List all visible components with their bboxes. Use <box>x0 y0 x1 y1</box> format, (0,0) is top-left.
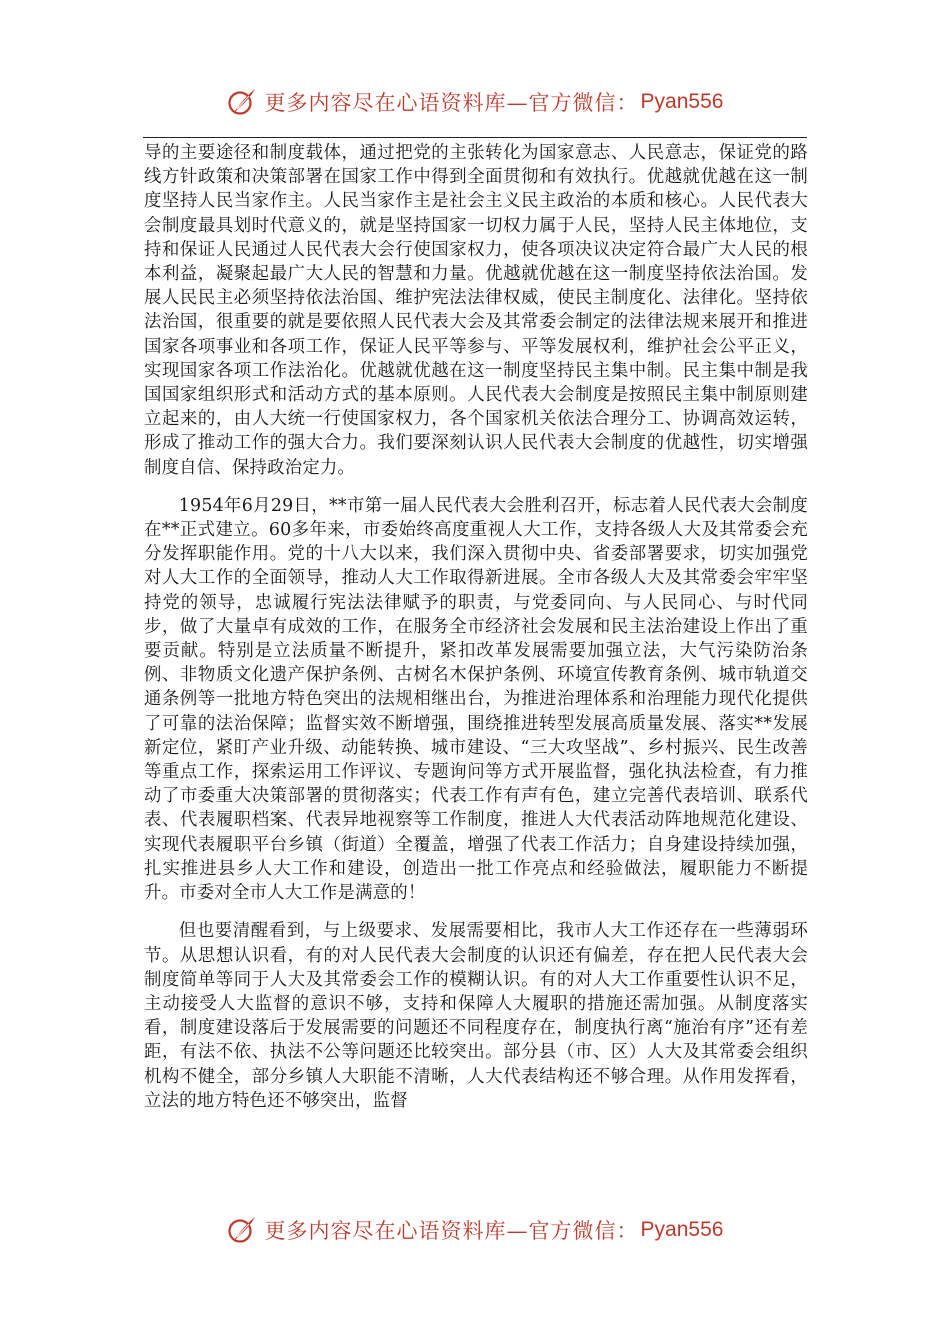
header-wechat-id: Pyan556 <box>640 90 724 113</box>
quill-pen-logo-icon <box>227 1215 257 1245</box>
quill-pen-logo-icon <box>227 87 257 117</box>
document-body <box>144 141 808 1113</box>
paragraph-1: 导的主要途径和制度载体，通过把党的主张转化为国家意志、人民意志，保证党的路线方针政策和决策部署在国家工作中得到全面贯彻和有效执行。优越就优越在这一制度坚持人民当家作主。人民当家作主是社会主义民主政治的本质和核心。人民代表大会制度最具划时代意义的，就是坚持国家一切权力属于人民，坚持人民主体地位，支持和保证人民通过人民代表大会行使国家权力，使各项决议决定符合最广大人民的根本利益，凝聚起最广大人民的智慧和力量。优越就优越在这一制度坚持依法治国。发展人民民主必须坚持依法治国、维护宪法法律权威，使民主制度化、法律化。坚持依法治国，很重要的就是要依照人民代表大会及其常委会制定的法律法规来展开和推进国家各项事业和各项工作，保证人民平等参与、平等发展权利，维护社会公平正义，实现国家各项工作法治化。优越就优越在这一制度坚持民主集中制。民主集中制是我国国家组织形式和活动方式的基本原则。人民代表大会制度是按照民主集中制原则建立起来的，由人大统一行使国家权力，各个国家机关依法合理分工、协调高效运转，形成了推动工作的强大合力。我们要深刻认识人民代表大会制度的优越性，切实增强制度自信、保持政治定力。 <box>144 143 808 478</box>
header-watermark-text: 更多内容尽在心语资料库—官方微信： <box>264 91 639 115</box>
header-divider <box>143 137 807 138</box>
footer-wechat-id: Pyan556 <box>640 1218 724 1241</box>
paragraph-3: 但也要清醒看到，与上级要求、发展需要相比，我市人大工作还存在一些薄弱环节。从思想认识看，有的对人民代表大会制度的认识还有偏差，存在把人民代表大会制度简单等同于人大及其常委会工作的模糊认识。有的对人大工作重要性认识不足，主动接受人大监督的意识不够，支持和保障人大履职的措施还需加强。从制度落实看，制度建设落后于发展需要的问题还不同程度存在，制度执行离“施治有序”还有差距，有法不依、执法不公等问题还比较突出。部分县（市、区）人大及其常委会组织机构不健全，部分乡镇人大职能不清晰，人大代表结构还不够合理。从作用发挥看，立法的地方特色还不够突出，监督 <box>144 921 808 1111</box>
footer-watermark <box>0 1208 950 1252</box>
paragraph-2: 1954年6月29日，**市第一届人民代表大会胜利召开，标志着人民代表大会制度在**正式建立。60多年来，市委始终高度重视人大工作，支持各级人大及其常委会充分发挥职能作用。党的十八大以来，我们深入贯彻中央、省委部署要求，切实加强党对人大工作的全面领导，推动人大工作取得新进展。全市各级人大及其常委会牢牢坚持党的领导，忠诚履行宪法法律赋予的职责，与党委同向、与人民同心、与时代同步，做了大量卓有成效的工作，在服务全市经济社会发展和民主法治建设上作出了重要贡献。特别是立法质量不断提升，紧扣改革发展需要加强立法，大气污染防治条例、非物质文化遗产保护条例、古树名木保护条例、环境宣传教育条例、城市轨道交通条例等一批地方特色突出的法规相继出台，为推进治理体系和治理能力现代化提供了可靠的法治保障；监督实效不断增强，围绕推进转型发展高质量发展、落实**发展新定位，紧盯产业升级、动能转换、城市建设、“三大攻坚战”、乡村振兴、民生改善等重点工作，探索运用工作评议、专题询问等方式开展监督，强化执法检查，有力推动了市委重大决策部署的贯彻落实；代表工作有声有色，建立完善代表培训、联系代表、代表履职档案、代表异地视察等工作制度，推进人大代表活动阵地规范化建设、实现代表履职平台乡镇（街道）全覆盖，增强了代表工作活力；自身建设持续加强，扎实推进县乡人大工作和建设，创造出一批工作亮点和经验做法，履职能力不断提升。市委对全市人大工作是满意的！ <box>144 495 808 904</box>
header-watermark <box>0 80 950 124</box>
footer-watermark-text: 更多内容尽在心语资料库—官方微信： <box>264 1219 639 1243</box>
